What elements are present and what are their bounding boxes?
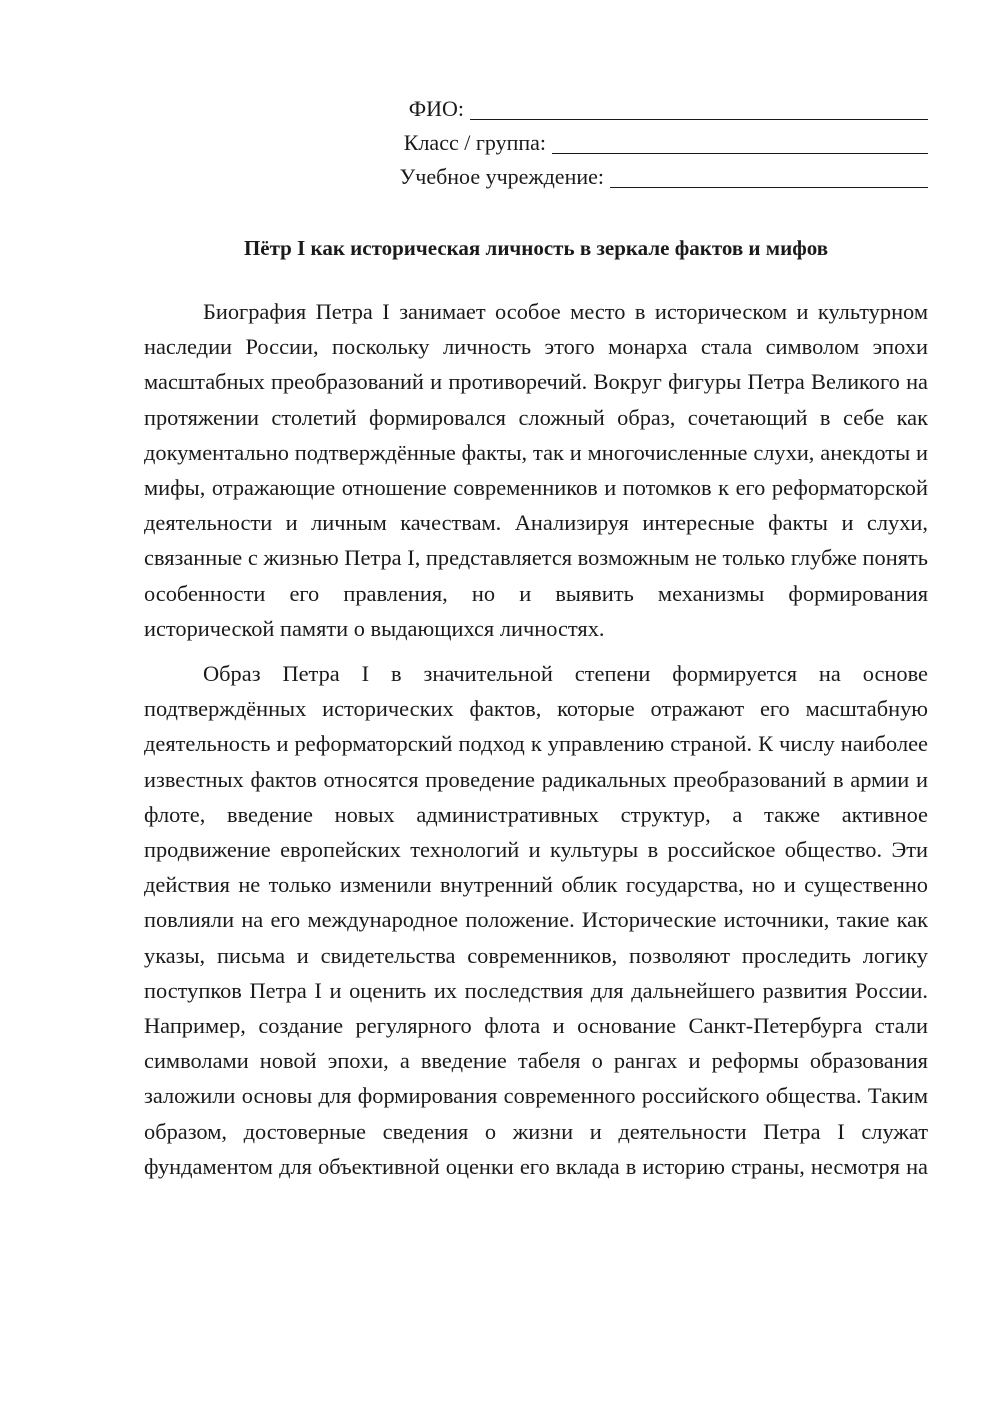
student-info-block (308, 92, 928, 194)
fio-line (308, 92, 928, 126)
fio-blank (470, 95, 928, 120)
school-label: Учебное учреждение: (399, 164, 604, 189)
paragraph-1: Биография Петра I занимает особое место в историческом и культурном наследии России, поскольку личность этого монарха стала символом эпохи масштабных преобразований и противоречий. Вокруг фигуры Петра Великого на протяжении столетий формировался сложный образ, сочетающий в себе как документально подтверждённые факты, так и многочисленные слухи, анекдоты и мифы, отражающие отношение современников и потомков к его реформаторской деятельности и личным качествам. Анализируя интересные факты и слухи, связанные с жизнью Петра I, представляется возможным не только глубже понять особенности его правления, но и выявить механизмы формирования исторической памяти о выдающихся личностях. (144, 299, 928, 641)
class-line (308, 126, 928, 160)
fio-label: ФИО: (408, 96, 464, 121)
document-body (144, 294, 928, 1184)
paragraph-2: Образ Петра I в значительной степени формируется на основе подтверждённых исторических фактов, которые отражают его масштабную деятельность и реформаторский подход к управлению страной. К числу наиболее известных фактов относятся проведение радикальных преобразований в армии и флоте, введение новых административных структур, а также активное продвижение европейских технологий и культуры в российское общество. Эти действия не только изменили внутренний облик государства, но и существенно повлияли на его международное положение. Исторические источники, такие как указы, письма и свидетельства современников, позволяют проследить логику поступков Петра I и оценить их последствия для дальнейшего развития России. Например, создание регулярного флота и основание Санкт-Петербурга стали символами новой эпохи, а введение табеля о рангах и реформы образования заложили основы для формирования современного российского общества. Таким образом, достоверные сведения о жизни и деятельности Петра I служат фундаментом для объективной оценки его вклада в историю страны, несмотря на (144, 661, 928, 1179)
school-blank (610, 163, 928, 188)
school-line (308, 160, 928, 194)
class-blank (552, 129, 928, 154)
class-label: Класс / группа: (403, 130, 546, 155)
document-title: Пётр I как историческая личность в зеркале фактов и мифов (243, 236, 829, 260)
